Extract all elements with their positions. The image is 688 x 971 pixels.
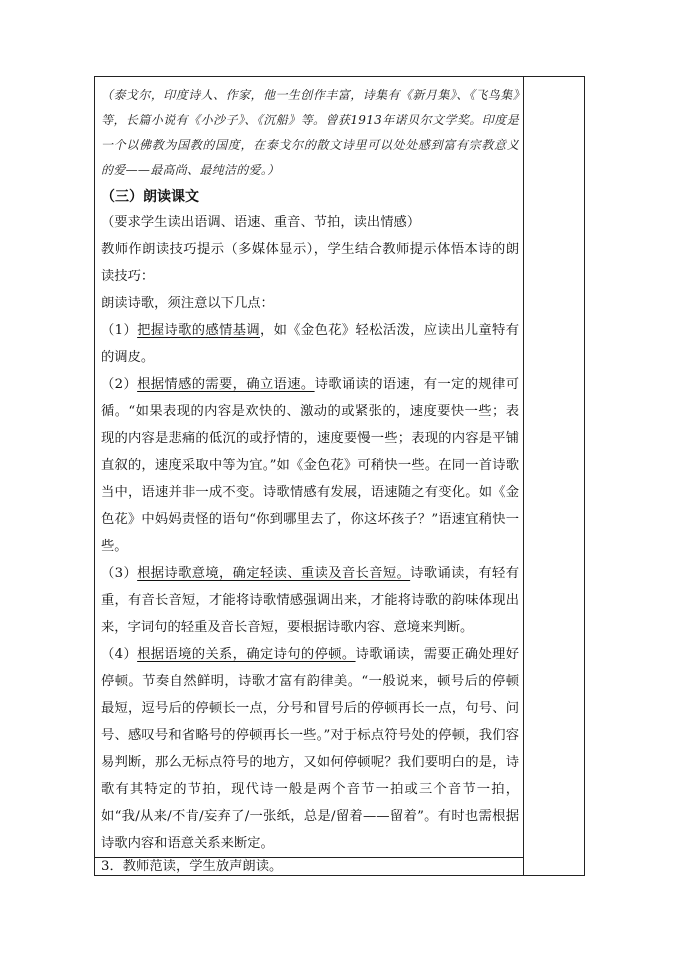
point-3-number: （3） [101, 566, 138, 581]
column-divider [523, 77, 524, 875]
point-4-key: 根据语境的关系，确定诗句的停顿。 [137, 647, 356, 662]
point-4 [101, 641, 519, 857]
section-title: （三）朗读课文 [101, 189, 199, 205]
lesson-table [94, 76, 585, 876]
reading-requirement: （要求学生读出语调、语速、重音、节拍，读出情感） [101, 215, 421, 230]
point-1-number: （1） [101, 323, 138, 338]
point-1-key: 把握诗歌的感情基调 [137, 323, 260, 338]
teacher-hint: 教师作朗读技巧提示（多媒体显示），学生结合教师提示体悟本诗的朗读技巧： [101, 242, 519, 284]
point-2-text: 诗歌诵读的语速，有一定的规律可循。“如果表现的内容是欢快的、激动的或紧张的，速度要快一些；表现的内容是悲痛的低沉的或抒情的，速度要慢一些；表现的内容是平铺直叙的，速度采取中等为宜。”如《金色花》可稍快一些。在同一首诗歌当中，语速并非一成不变。诗歌情感有发展，语速随之有变化。如《金色花》中妈妈责怪的语句“你到哪里去了，你这坏孩子？”语速宜稍快一些。 [101, 377, 520, 554]
point-2-number: （2） [101, 377, 138, 392]
author-intro: （泰戈尔，印度诗人、作家，他一生创作丰富，诗集有《新月集》、《飞鸟集》等，长篇小说有《小沙子》、《沉船》等。曾获1913年诺贝尔文学奖。印度是一个以佛教为国教的国度，在泰戈尔的散文诗里可以处处感到富有宗教意义的爱——最高尚、最纯洁的爱。） [101, 88, 519, 177]
attention-intro: 朗读诗歌，须注意以下几点： [101, 296, 274, 311]
point-2 [101, 371, 519, 560]
lesson-content-cell [101, 83, 519, 857]
point-3 [101, 560, 519, 641]
row-divider [95, 857, 523, 858]
point-3-key: 根据诗歌意境，确定轻读、重读及音长音短。 [137, 566, 411, 581]
step-3-text: 3．教师范读，学生放声朗读。 [101, 859, 283, 874]
point-3-text: 诗歌诵读，有轻有重，有音长音短，才能将诗歌情感强调出来，才能将诗歌的韵味体现出来，字词句的轻重及音长音短，要根据诗歌内容、意境来判断。 [101, 566, 520, 635]
point-4-text: 诗歌诵读，需要正确处理好停顿。节奏自然鲜明，诗歌才富有韵律美。“一般说来，顿号后的停顿最短，逗号后的停顿长一点，分号和冒号后的停顿再长一点，句号、问号、感叹号和省略号的停顿再长一些。”对于标点符号处的停顿，我们容易判断，那么无标点符号的地方，又如何停顿呢？我们要明白的是，诗歌有其特定的节拍，现代诗一般是两个音节一拍或三个音节一拍，如“我/从来/不肯/妄弃了/一张纸，总是/留着——留着”。有时也需根据诗歌内容和语意关系来断定。 [101, 647, 520, 851]
point-2-key: 根据情感的需要，确立语速。 [137, 377, 315, 392]
point-1-text: ，如《金色花》轻松活泼，应读出儿童特有的调皮。 [101, 323, 519, 365]
point-1 [101, 317, 519, 371]
point-4-number: （4） [101, 647, 138, 662]
